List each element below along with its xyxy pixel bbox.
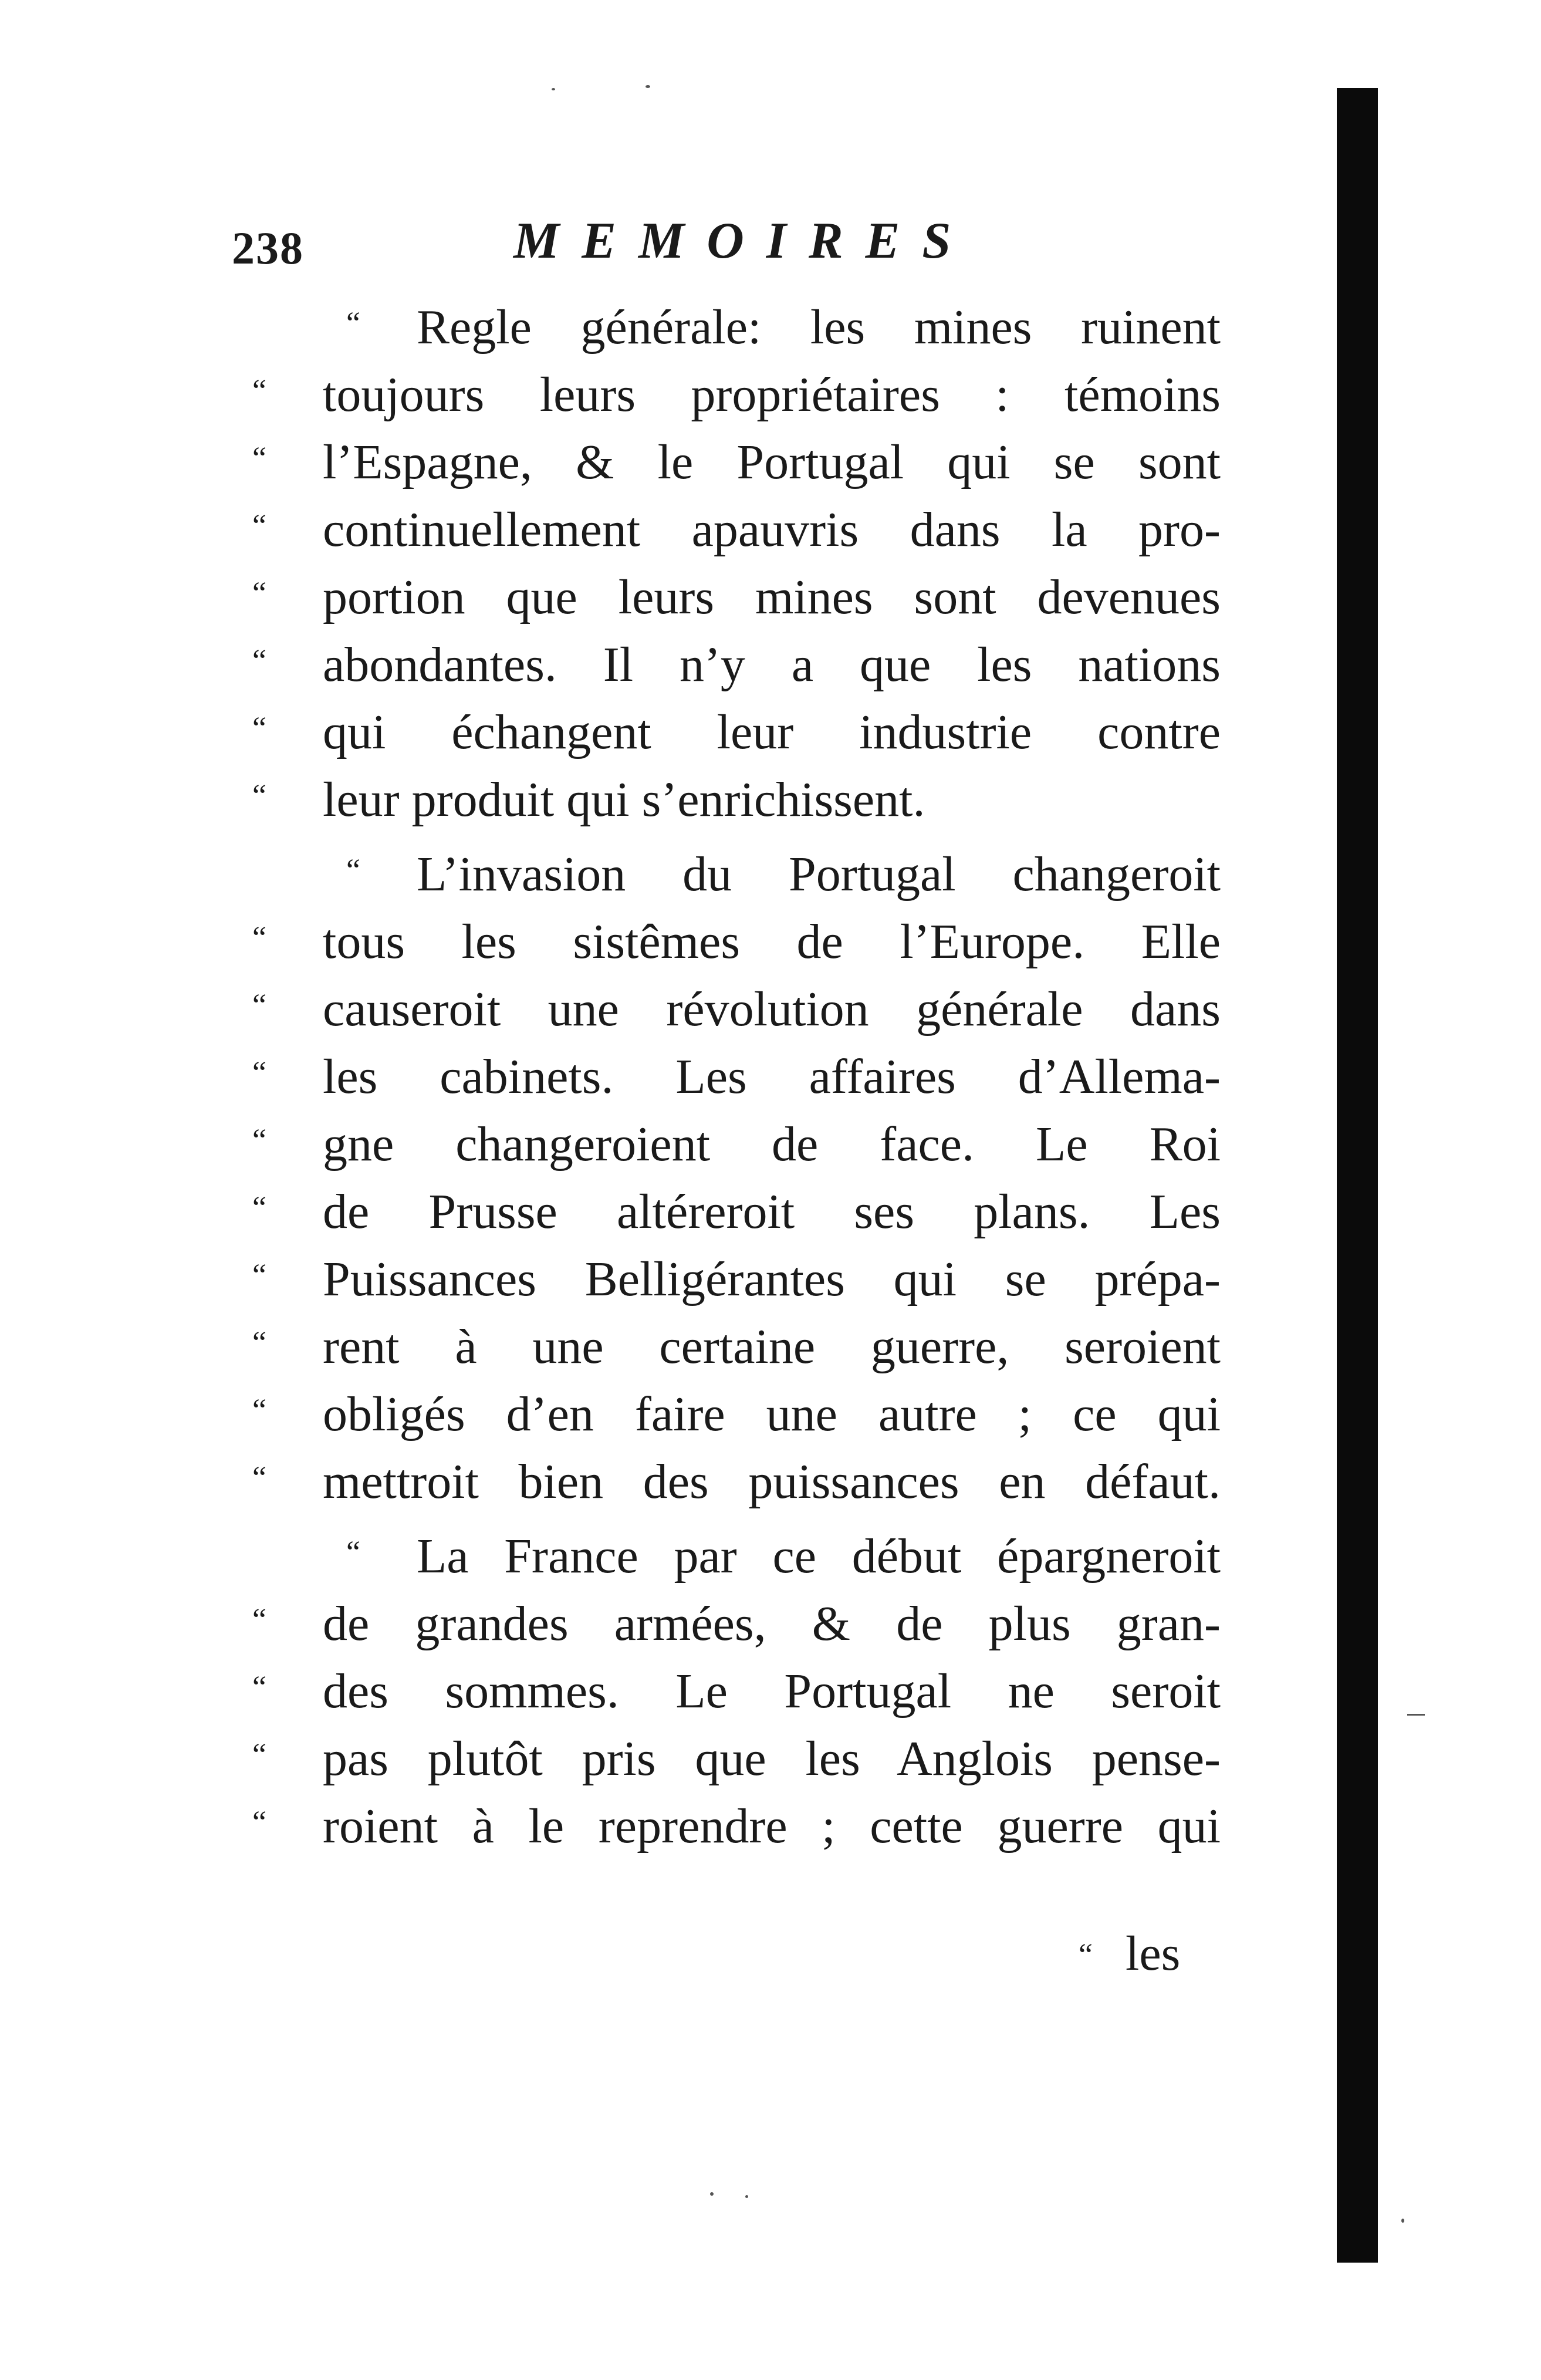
quote-mark: “ (252, 643, 266, 678)
line-text: de grandes armées, & de plus gran- (323, 1596, 1221, 1651)
line-text: obligés d’en faire une autre ; ce qui (323, 1387, 1221, 1441)
scan-speck (646, 85, 650, 88)
quote-mark: “ (252, 1122, 266, 1157)
line-text: La France par ce début épargneroit (417, 1529, 1221, 1584)
scan-speck (1407, 1714, 1425, 1716)
quote-mark: “ (252, 1804, 266, 1839)
line-text: portion que leurs mines sont devenues (323, 570, 1221, 624)
quote-mark: “ (252, 1602, 266, 1637)
quote-mark: “ (252, 778, 266, 813)
page-number: 238 (232, 222, 304, 274)
text-line (252, 1792, 1221, 1860)
quote-mark: “ (252, 1669, 266, 1704)
scan-speck (745, 2195, 748, 2198)
line-text: les cabinets. Les affaires d’Allema- (323, 1049, 1221, 1104)
catchword: les (1126, 1926, 1181, 1981)
quote-mark: “ (252, 987, 266, 1022)
line-text: gne changeroient de face. Le Roi (323, 1117, 1221, 1172)
text-line (252, 698, 1221, 766)
line-text: pas plutôt pris que les Anglois pense- (323, 1731, 1221, 1786)
text-line (252, 1725, 1221, 1792)
running-head: MEMOIRES (513, 212, 974, 269)
scan-speck (1401, 2219, 1404, 2223)
binding-gutter (1337, 88, 1378, 2263)
line-text: Regle générale: les mines ruinent (417, 300, 1221, 355)
line-text: L’invasion du Portugal changeroit (417, 847, 1221, 902)
text-line (252, 631, 1221, 698)
quote-mark: “ (252, 920, 266, 955)
text-line (252, 766, 1221, 833)
line-text: de Prusse altéreroit ses plans. Les (323, 1184, 1221, 1239)
quote-mark: “ (252, 1190, 266, 1225)
quote-mark: “ (252, 1257, 266, 1292)
scan-speck (710, 2192, 714, 2196)
line-text: causeroit une révolution générale dans (323, 982, 1221, 1037)
body-text (252, 293, 1221, 1860)
text-line (252, 1448, 1221, 1515)
line-text: rent à une certaine guerre, seroient (323, 1319, 1221, 1374)
line-text: roient à le reprendre ; cette guerre qui (323, 1799, 1221, 1854)
text-line (252, 1657, 1221, 1725)
text-line (252, 1178, 1221, 1245)
quote-mark: “ (252, 1392, 266, 1427)
line-text: tous les sistêmes de l’Europe. Elle (323, 914, 1221, 969)
line-text: des sommes. Le Portugal ne seroit (323, 1664, 1221, 1719)
quote-mark: “ (252, 373, 266, 408)
quote-mark: “ (346, 305, 360, 340)
quote-mark: “ (252, 440, 266, 475)
quote-mark: “ (346, 852, 360, 887)
quote-mark: “ (252, 1325, 266, 1360)
quote-mark: “ (252, 710, 266, 745)
quote-mark: “ (1079, 1937, 1093, 1972)
text-line (252, 1590, 1221, 1657)
text-line (252, 1522, 1221, 1590)
text-line (252, 1110, 1221, 1178)
text-line (252, 428, 1221, 496)
quote-mark: “ (346, 1534, 360, 1569)
line-text: qui échangent leur industrie contre (323, 705, 1221, 759)
line-text: leur produit qui s’enrichissent. (323, 772, 925, 827)
quote-mark: “ (252, 1055, 266, 1090)
text-line (252, 293, 1221, 361)
text-line (252, 496, 1221, 563)
quote-mark: “ (252, 1460, 266, 1495)
line-text: abondantes. Il n’y a que les nations (323, 637, 1221, 692)
line-text: l’Espagne, & le Portugal qui se sont (323, 435, 1221, 489)
line-text: Puissances Belligérantes qui se prépa- (323, 1252, 1221, 1307)
catchword-line (1079, 1925, 1180, 1984)
line-text: mettroit bien des puissances en défaut. (323, 1454, 1221, 1509)
scan-speck (552, 88, 555, 90)
text-line (252, 563, 1221, 631)
page-header (232, 211, 1229, 282)
text-line (252, 361, 1221, 428)
text-line (252, 975, 1221, 1043)
text-line (252, 1380, 1221, 1448)
quote-mark: “ (252, 1737, 266, 1772)
text-line (252, 908, 1221, 975)
text-line (252, 840, 1221, 908)
line-text: toujours leurs propriétaires : témoins (323, 367, 1221, 422)
quote-mark: “ (252, 575, 266, 610)
line-text: continuellement apauvris dans la pro- (323, 502, 1221, 557)
text-line (252, 1043, 1221, 1110)
text-line (252, 1313, 1221, 1380)
quote-mark: “ (252, 508, 266, 543)
text-line (252, 1245, 1221, 1313)
